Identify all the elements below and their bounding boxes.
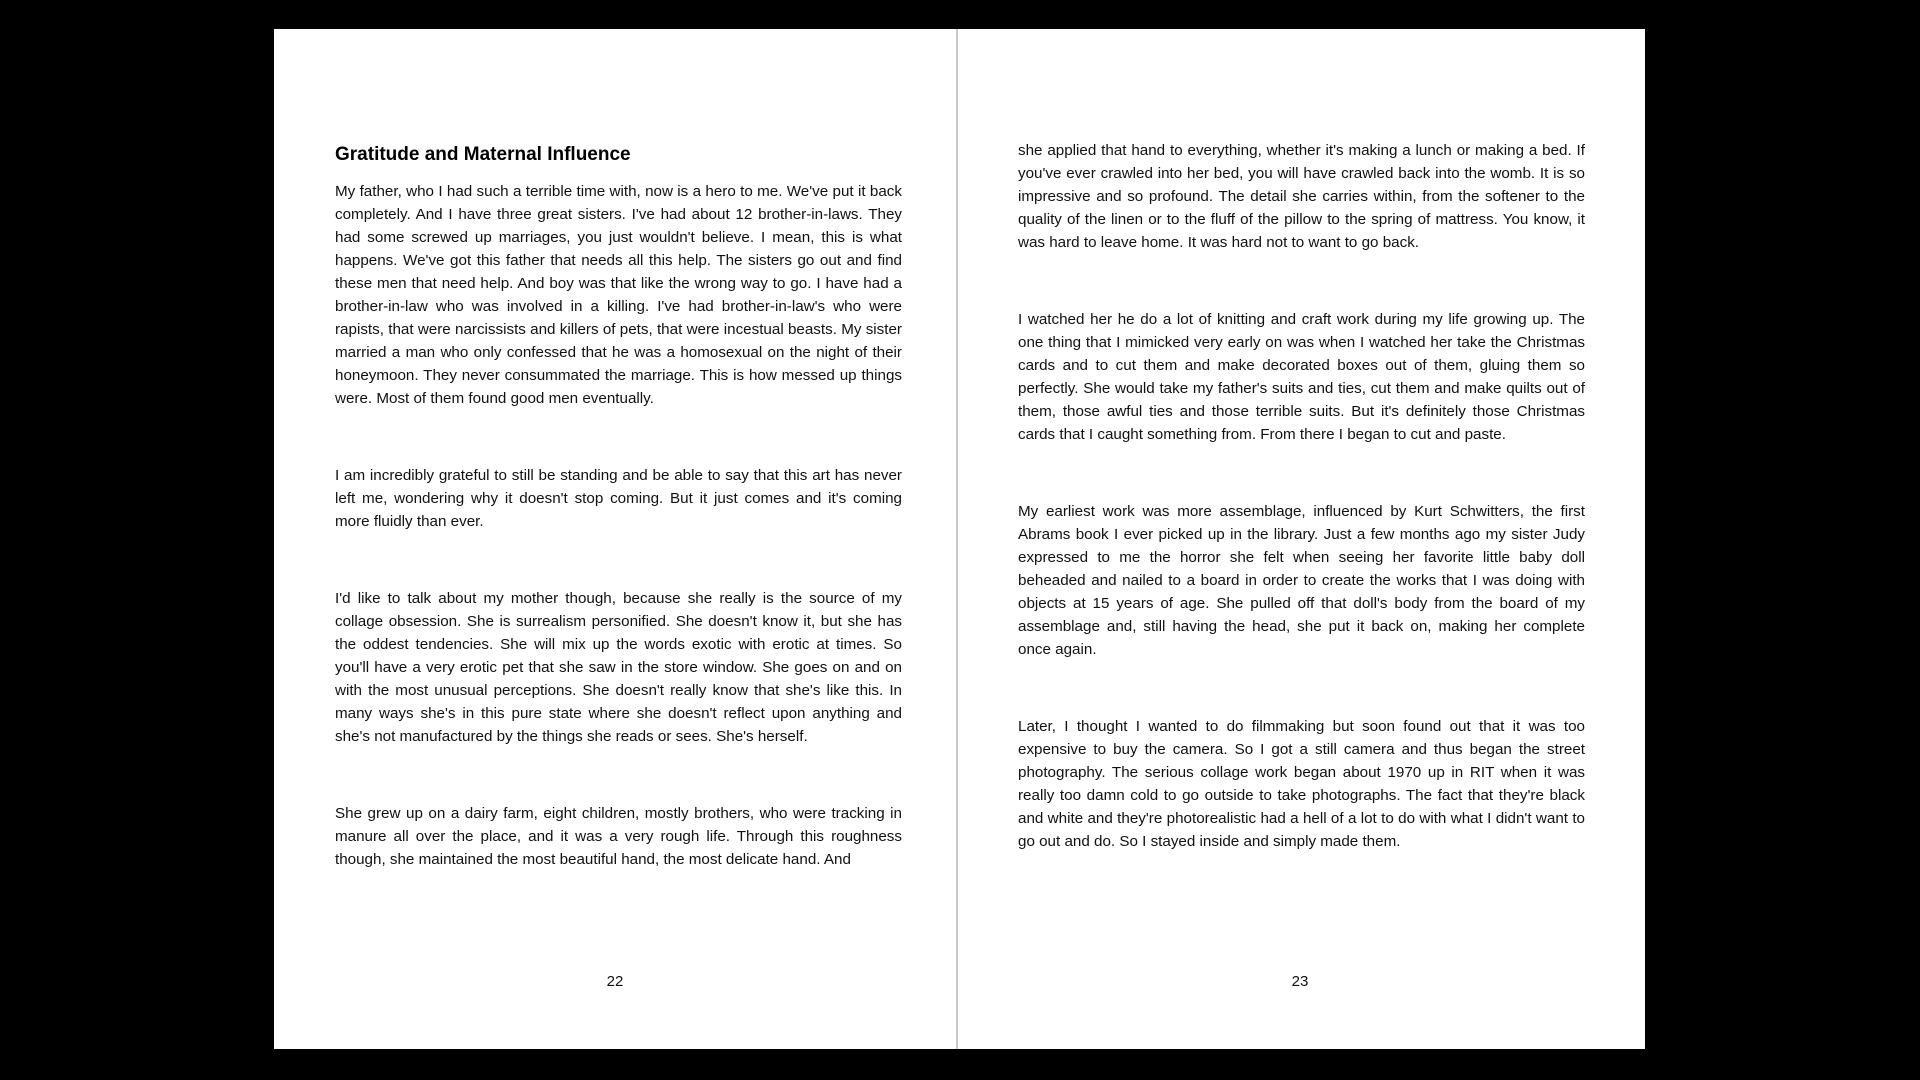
section-heading: Gratitude and Maternal Influence (335, 144, 631, 165)
page-number: 22 (606, 973, 624, 990)
right-page (958, 29, 1642, 1049)
paragraph: My earliest work was more assemblage, influenced by Kurt Schwitters, the first Abrams book I ever picked up in the library. Just a few months ago my sister Judy expressed to me the horror she felt when seeing her favorite little baby doll beheaded and nailed to a board in order to create the works that I was doing with objects at 15 years of age. She pulled off that doll's body from the board of my assemblage and, still having the head, she put it back on, making her complete once again. (1018, 503, 1585, 658)
page-number: 23 (1291, 973, 1309, 990)
left-page-content (335, 142, 902, 871)
left-page (274, 29, 958, 1049)
paragraph: My father, who I had such a terrible time with, now is a hero to me. We've put it back completely. And I have three great sisters. I've had about 12 brother-in-laws. They had some screwed up marriages, you just wouldn't believe. I mean, this is what happens. We've got this father that needs all this help. The sisters go out and find these men that need help. And boy was that like the wrong way to go. I have had a brother-in-law who was involved in a killing. I've had brother-in-law's who were rapists, that were narcissists and killers of pets, that were incestual beasts. My sister married a man who only confessed that he was a homosexual on the night of their honeymoon. They never consummated the marriage. This is how messed up things were. Most of them found good men eventually. (335, 183, 902, 407)
paragraph: I am incredibly grateful to still be standing and be able to say that this art has never left me, wondering why it doesn't stop coming. But it just comes and it's coming more fluidly than ever. (335, 467, 902, 530)
paragraph: Later, I thought I wanted to do filmmaking but soon found out that it was too expensive to buy the camera. So I got a still camera and thus began the street photography. The serious collage work began about 1970 up in RIT when it was really too damn cold to go outside to take photographs. The fact that they're black and white and they're photorealistic had a hell of a lot to do with what I didn't want to go out and do. So I stayed inside and simply made them. (1018, 718, 1585, 850)
paragraph: She grew up on a dairy farm, eight children, mostly brothers, who were tracking in manure all over the place, and it was a very rough life. Through this roughness though, she maintained the most beautiful hand, the most delicate hand. And (335, 805, 902, 868)
paragraph: I watched her he do a lot of knitting and craft work during my life growing up. The one thing that I mimicked very early on was when I watched her take the Christmas cards and to cut them and make decorated boxes out of them, gluing them so perfectly. She would take my father's suits and ties, cut them and make quilts out of them, those awful ties and those terrible suits. But it's definitely those Christmas cards that I caught something from. From there I began to cut and paste. (1018, 311, 1585, 443)
right-page-content (1018, 139, 1585, 853)
paragraph: I'd like to talk about my mother though, because she really is the source of my collage obsession. She is surrealism personified. She doesn't know it, but she has the oddest tendencies. She will mix up the words exotic with erotic at times. So you'll have a very erotic pet that she saw in the store window. She goes on and on with the most unusual perceptions. She doesn't really know that she's like this. In many ways she's in this pure state where she doesn't reflect upon anything and she's not manufactured by the things she reads or sees. She's herself. (335, 590, 902, 745)
paragraph: she applied that hand to everything, whether it's making a lunch or making a bed. If you've ever crawled into her bed, you will have crawled back into the womb. It is so impressive and so profound. The detail she carries within, from the softener to the quality of the linen or to the fluff of the pillow to the spring of mattress. You know, it was hard to leave home. It was hard not to want to go back. (1018, 142, 1585, 251)
book-spread (274, 29, 1645, 1049)
